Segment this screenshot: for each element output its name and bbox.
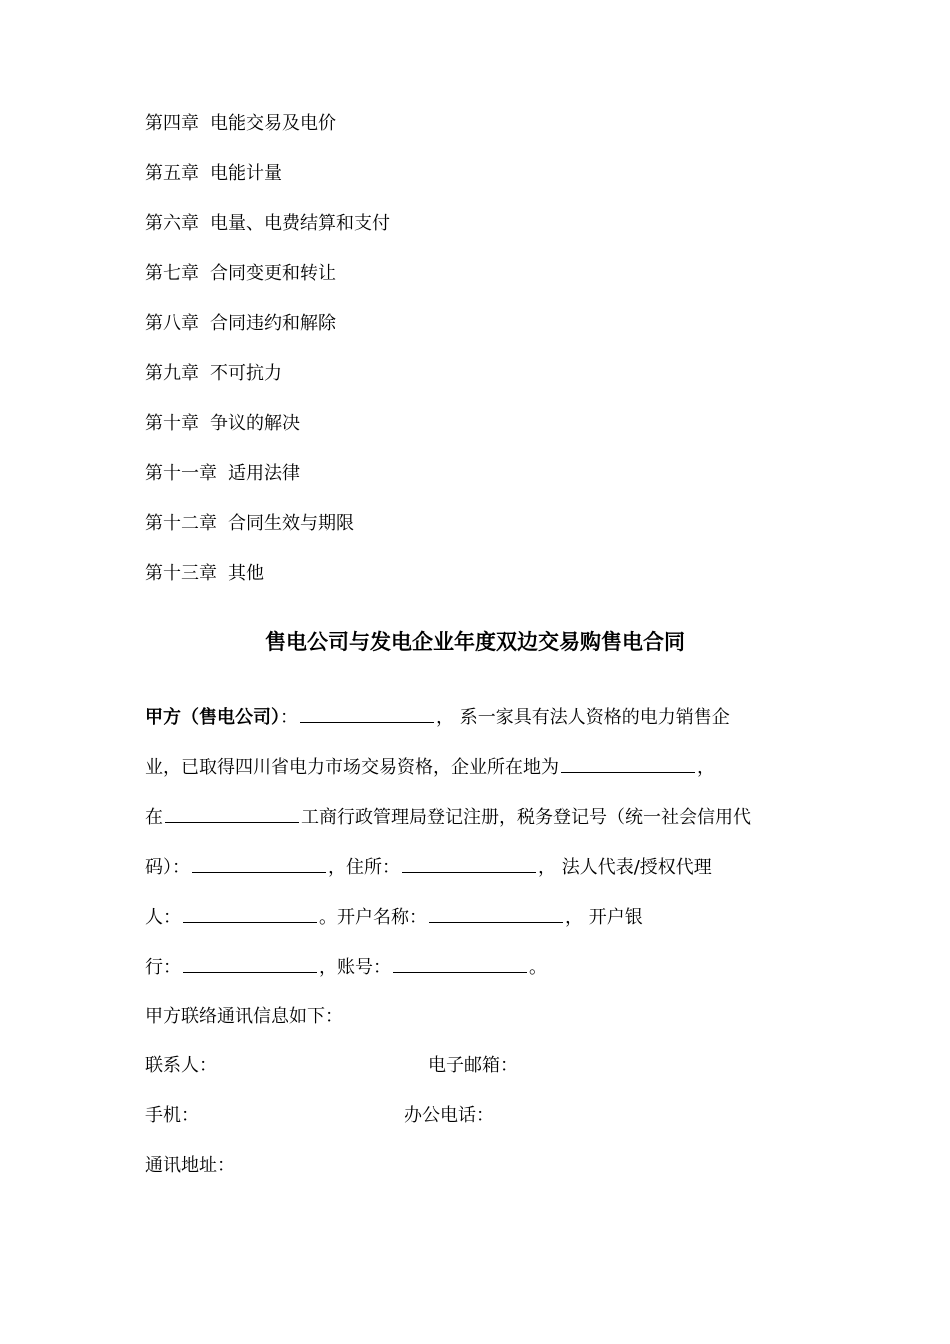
toc-title: 合同变更和转让 bbox=[210, 263, 336, 284]
toc-title: 争议的解决 bbox=[210, 413, 300, 434]
toc-chapter: 第七章 bbox=[145, 263, 199, 284]
toc-chapter: 第六章 bbox=[145, 213, 199, 234]
blank-field-account-name[interactable] bbox=[429, 908, 563, 923]
text-fragment: ，账号： bbox=[319, 957, 391, 978]
contract-title: 售电公司与发电企业年度双边交易购售电合同 bbox=[265, 630, 685, 654]
text-fragment: ， 系一家具有法人资格的电力销售企 bbox=[436, 707, 730, 728]
party-a-line-5 bbox=[145, 906, 643, 930]
toc-title: 电能计量 bbox=[210, 163, 282, 184]
toc-item bbox=[145, 162, 282, 186]
toc-chapter: 第八章 bbox=[145, 313, 199, 334]
mobile-label: 手机： bbox=[145, 1105, 199, 1126]
text-fragment: 工商行政管理局登记注册，税务登记号（统一社会信用代 bbox=[301, 807, 751, 828]
text-fragment: 。 bbox=[529, 957, 547, 978]
toc-item bbox=[145, 562, 264, 586]
blank-field-bank[interactable] bbox=[183, 958, 317, 973]
text-fragment: ，住所： bbox=[328, 857, 400, 878]
toc-title: 适用法律 bbox=[228, 463, 300, 484]
toc-item bbox=[145, 362, 282, 386]
party-a-line-2 bbox=[145, 756, 715, 780]
text-fragment: ， 开户银 bbox=[565, 907, 643, 928]
toc-item bbox=[145, 412, 300, 436]
toc-title: 合同生效与期限 bbox=[228, 513, 354, 534]
party-a-line-4 bbox=[145, 856, 712, 880]
text-fragment: ： bbox=[280, 707, 298, 728]
party-a-line-1 bbox=[145, 706, 730, 730]
text-fragment: 业，已取得四川省电力市场交易资格，企业所在地为 bbox=[145, 757, 559, 778]
contact-person-label: 联系人： bbox=[145, 1055, 217, 1076]
office-phone-label: 办公电话： bbox=[404, 1105, 494, 1126]
blank-field-representative[interactable] bbox=[183, 908, 317, 923]
toc-title: 其他 bbox=[228, 563, 264, 584]
toc-chapter: 第十章 bbox=[145, 413, 199, 434]
blank-field-account-number[interactable] bbox=[393, 958, 527, 973]
blank-field-location[interactable] bbox=[561, 758, 695, 773]
blank-field-credit-code[interactable] bbox=[192, 858, 326, 873]
text-fragment: 。开户名称： bbox=[319, 907, 427, 928]
blank-field-registration-bureau[interactable] bbox=[165, 808, 299, 823]
text-fragment: ， 法人代表/授权代理 bbox=[538, 857, 712, 878]
toc-chapter: 第九章 bbox=[145, 363, 199, 384]
toc-chapter: 第十二章 bbox=[145, 513, 217, 534]
text-fragment: 行： bbox=[145, 957, 181, 978]
text-fragment: 码）： bbox=[145, 857, 190, 878]
toc-chapter: 第十三章 bbox=[145, 563, 217, 584]
text-fragment: ， bbox=[697, 757, 715, 778]
toc-item bbox=[145, 312, 336, 336]
blank-field-address[interactable] bbox=[402, 858, 536, 873]
toc-item bbox=[145, 112, 336, 136]
toc-title: 电量、电费结算和支付 bbox=[210, 213, 390, 234]
party-a-line-3 bbox=[145, 806, 751, 830]
toc-item bbox=[145, 462, 300, 486]
blank-field-company-name[interactable] bbox=[300, 708, 434, 723]
contact-heading: 甲方联络通讯信息如下： bbox=[145, 1006, 343, 1027]
toc-title: 不可抗力 bbox=[210, 363, 282, 384]
toc-chapter: 第五章 bbox=[145, 163, 199, 184]
text-fragment: 在 bbox=[145, 807, 163, 828]
party-a-line-6 bbox=[145, 956, 547, 980]
party-a-label: 甲方（售电公司） bbox=[145, 707, 280, 728]
toc-chapter: 第四章 bbox=[145, 113, 199, 134]
toc-item bbox=[145, 512, 354, 536]
email-label: 电子邮箱： bbox=[428, 1055, 518, 1076]
toc-chapter: 第十一章 bbox=[145, 463, 217, 484]
address-label: 通讯地址： bbox=[145, 1155, 235, 1176]
toc-title: 电能交易及电价 bbox=[210, 113, 336, 134]
text-fragment: 人： bbox=[145, 907, 181, 928]
toc-title: 合同违约和解除 bbox=[210, 313, 336, 334]
toc-item bbox=[145, 262, 336, 286]
toc-item bbox=[145, 212, 390, 236]
